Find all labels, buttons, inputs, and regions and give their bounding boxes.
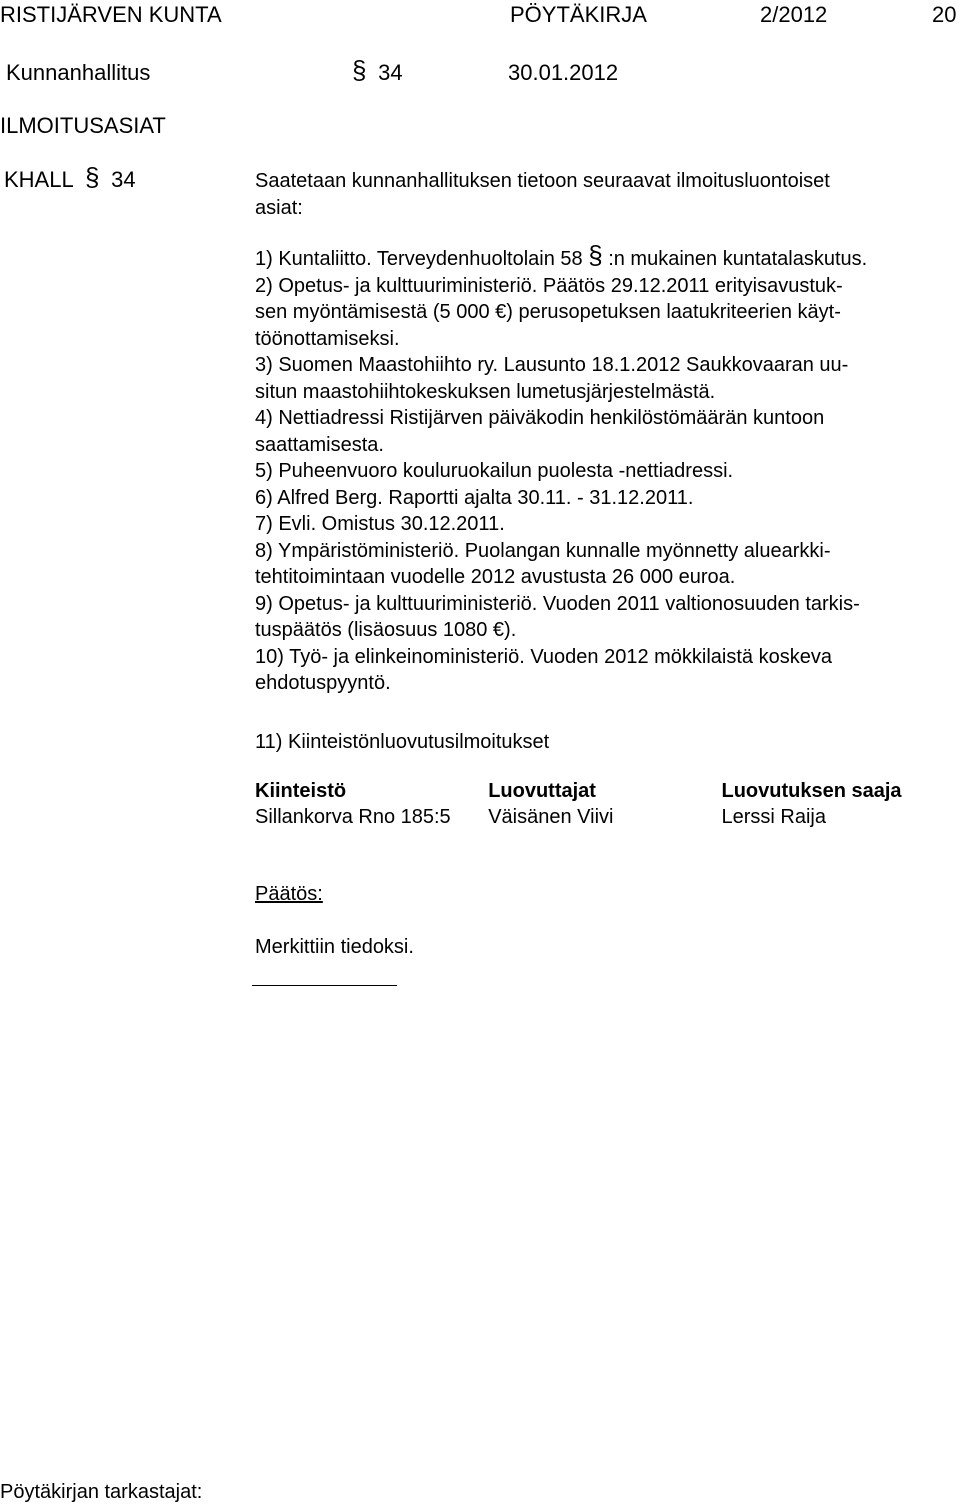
column-header: Luovutuksen saaja [721, 780, 902, 802]
notice-line: töönottamiseksi. [255, 327, 400, 350]
notice-line: 4) Nettiadressi Ristijärven päiväkodin henkilöstömäärän kuntoon [255, 407, 825, 429]
section-title: ILMOITUSASIAT [0, 113, 166, 138]
notice-line: saattamisesta. [255, 433, 384, 456]
notice-line: tehtitoimintaan vuodelle 2012 avustusta 26 000 euroa. [255, 566, 736, 588]
property-table [255, 780, 960, 832]
property-notices-title: 11) Kiinteistönluovutusilmoitukset [255, 731, 550, 753]
footer-checkers-label: Pöytäkirjan tarkastajat: [0, 1481, 203, 1503]
table-cell: Sillankorva Rno 185:5 [255, 806, 451, 828]
list-item [255, 405, 955, 458]
table-row [255, 806, 960, 832]
divider-line [252, 985, 397, 986]
notice-line: 5) Puheenvuoro kouluruokailun puolesta -nettiadressi. [255, 460, 734, 482]
list-item [255, 245, 955, 273]
column-header: Kiinteistö [255, 780, 347, 802]
meeting-section-number: 34 [378, 60, 403, 85]
list-item [255, 352, 955, 405]
section-sign-icon [352, 60, 372, 84]
table-cell: Väisänen Viivi [488, 806, 614, 828]
notice-line: 3) Suomen Maastohiihto ry. Lausunto 18.1.2012 Saukkovaaran uu- [255, 354, 849, 376]
list-item [255, 511, 955, 538]
list-item [255, 458, 955, 485]
page-number: 20 [932, 2, 957, 27]
notice-line: 6) Alfred Berg. Raportti ajalta 30.11. - 31.12.2011. [255, 486, 694, 509]
notice-line: tuspäätös (lisäosuus 1080 €). [255, 619, 517, 641]
meeting-section [352, 60, 403, 86]
notice-line: 9) Opetus- ja kulttuuriministeriö. Vuoden 2011 valtionosuuden tarkis- [255, 592, 860, 615]
table-cell: Lerssi Raija [721, 806, 826, 828]
document-type: PÖYTÄKIRJA [510, 2, 647, 27]
list-item [255, 644, 955, 697]
list-item [255, 538, 955, 591]
notice-line: 7) Evli. Omistus 30.12.2011. [255, 513, 505, 535]
notices-list [255, 245, 955, 697]
column-header: Luovuttajat [488, 780, 596, 802]
list-item [255, 591, 955, 644]
notice-line: ehdotuspyyntö. [255, 672, 391, 694]
list-item [255, 485, 955, 512]
notice-line: sen myöntämisestä (5 000 €) perusopetuksen laatukriteerien käyt- [255, 301, 841, 323]
section-sign-icon [85, 167, 105, 191]
section-intro [255, 168, 955, 221]
notice-line: 10) Työ- ja elinkeinoministeriö. Vuoden 2012 mökkilaistä koskeva [255, 645, 832, 668]
meeting-date: 30.01.2012 [508, 60, 619, 85]
table-header-row [255, 780, 960, 806]
list-item [255, 273, 955, 353]
notice-text: 1) Kuntaliitto. Terveydenhuoltolain 58 [255, 248, 589, 270]
notice-line: situn maastohiihtokeskuksen lumetusjärjestelmästä. [255, 380, 716, 403]
notice-line: 2) Opetus- ja kulttuuriministeriö. Päätös 29.12.2011 erityisavustuk- [255, 274, 843, 297]
decision-text: Merkittiin tiedoksi. [255, 936, 414, 958]
section-ref-prefix: KHALL [4, 167, 73, 192]
section-ref-number: 34 [111, 167, 136, 192]
document-number: 2/2012 [760, 2, 828, 27]
decision-label: Päätös: [255, 883, 323, 905]
section-reference [4, 167, 136, 193]
meeting-body: Kunnanhallitus [6, 60, 151, 85]
intro-line: Saatetaan kunnanhallituksen tietoon seuraavat ilmoitusluontoiset [255, 170, 830, 192]
notice-text: :n mukainen kuntatalaskutus. [608, 248, 868, 270]
section-sign-icon [588, 245, 608, 269]
municipality-name: RISTIJÄRVEN KUNTA [0, 2, 222, 27]
notice-line: 8) Ympäristöministeriö. Puolangan kunnalle myönnetty aluearkki- [255, 539, 831, 562]
intro-line: asiat: [255, 196, 303, 219]
